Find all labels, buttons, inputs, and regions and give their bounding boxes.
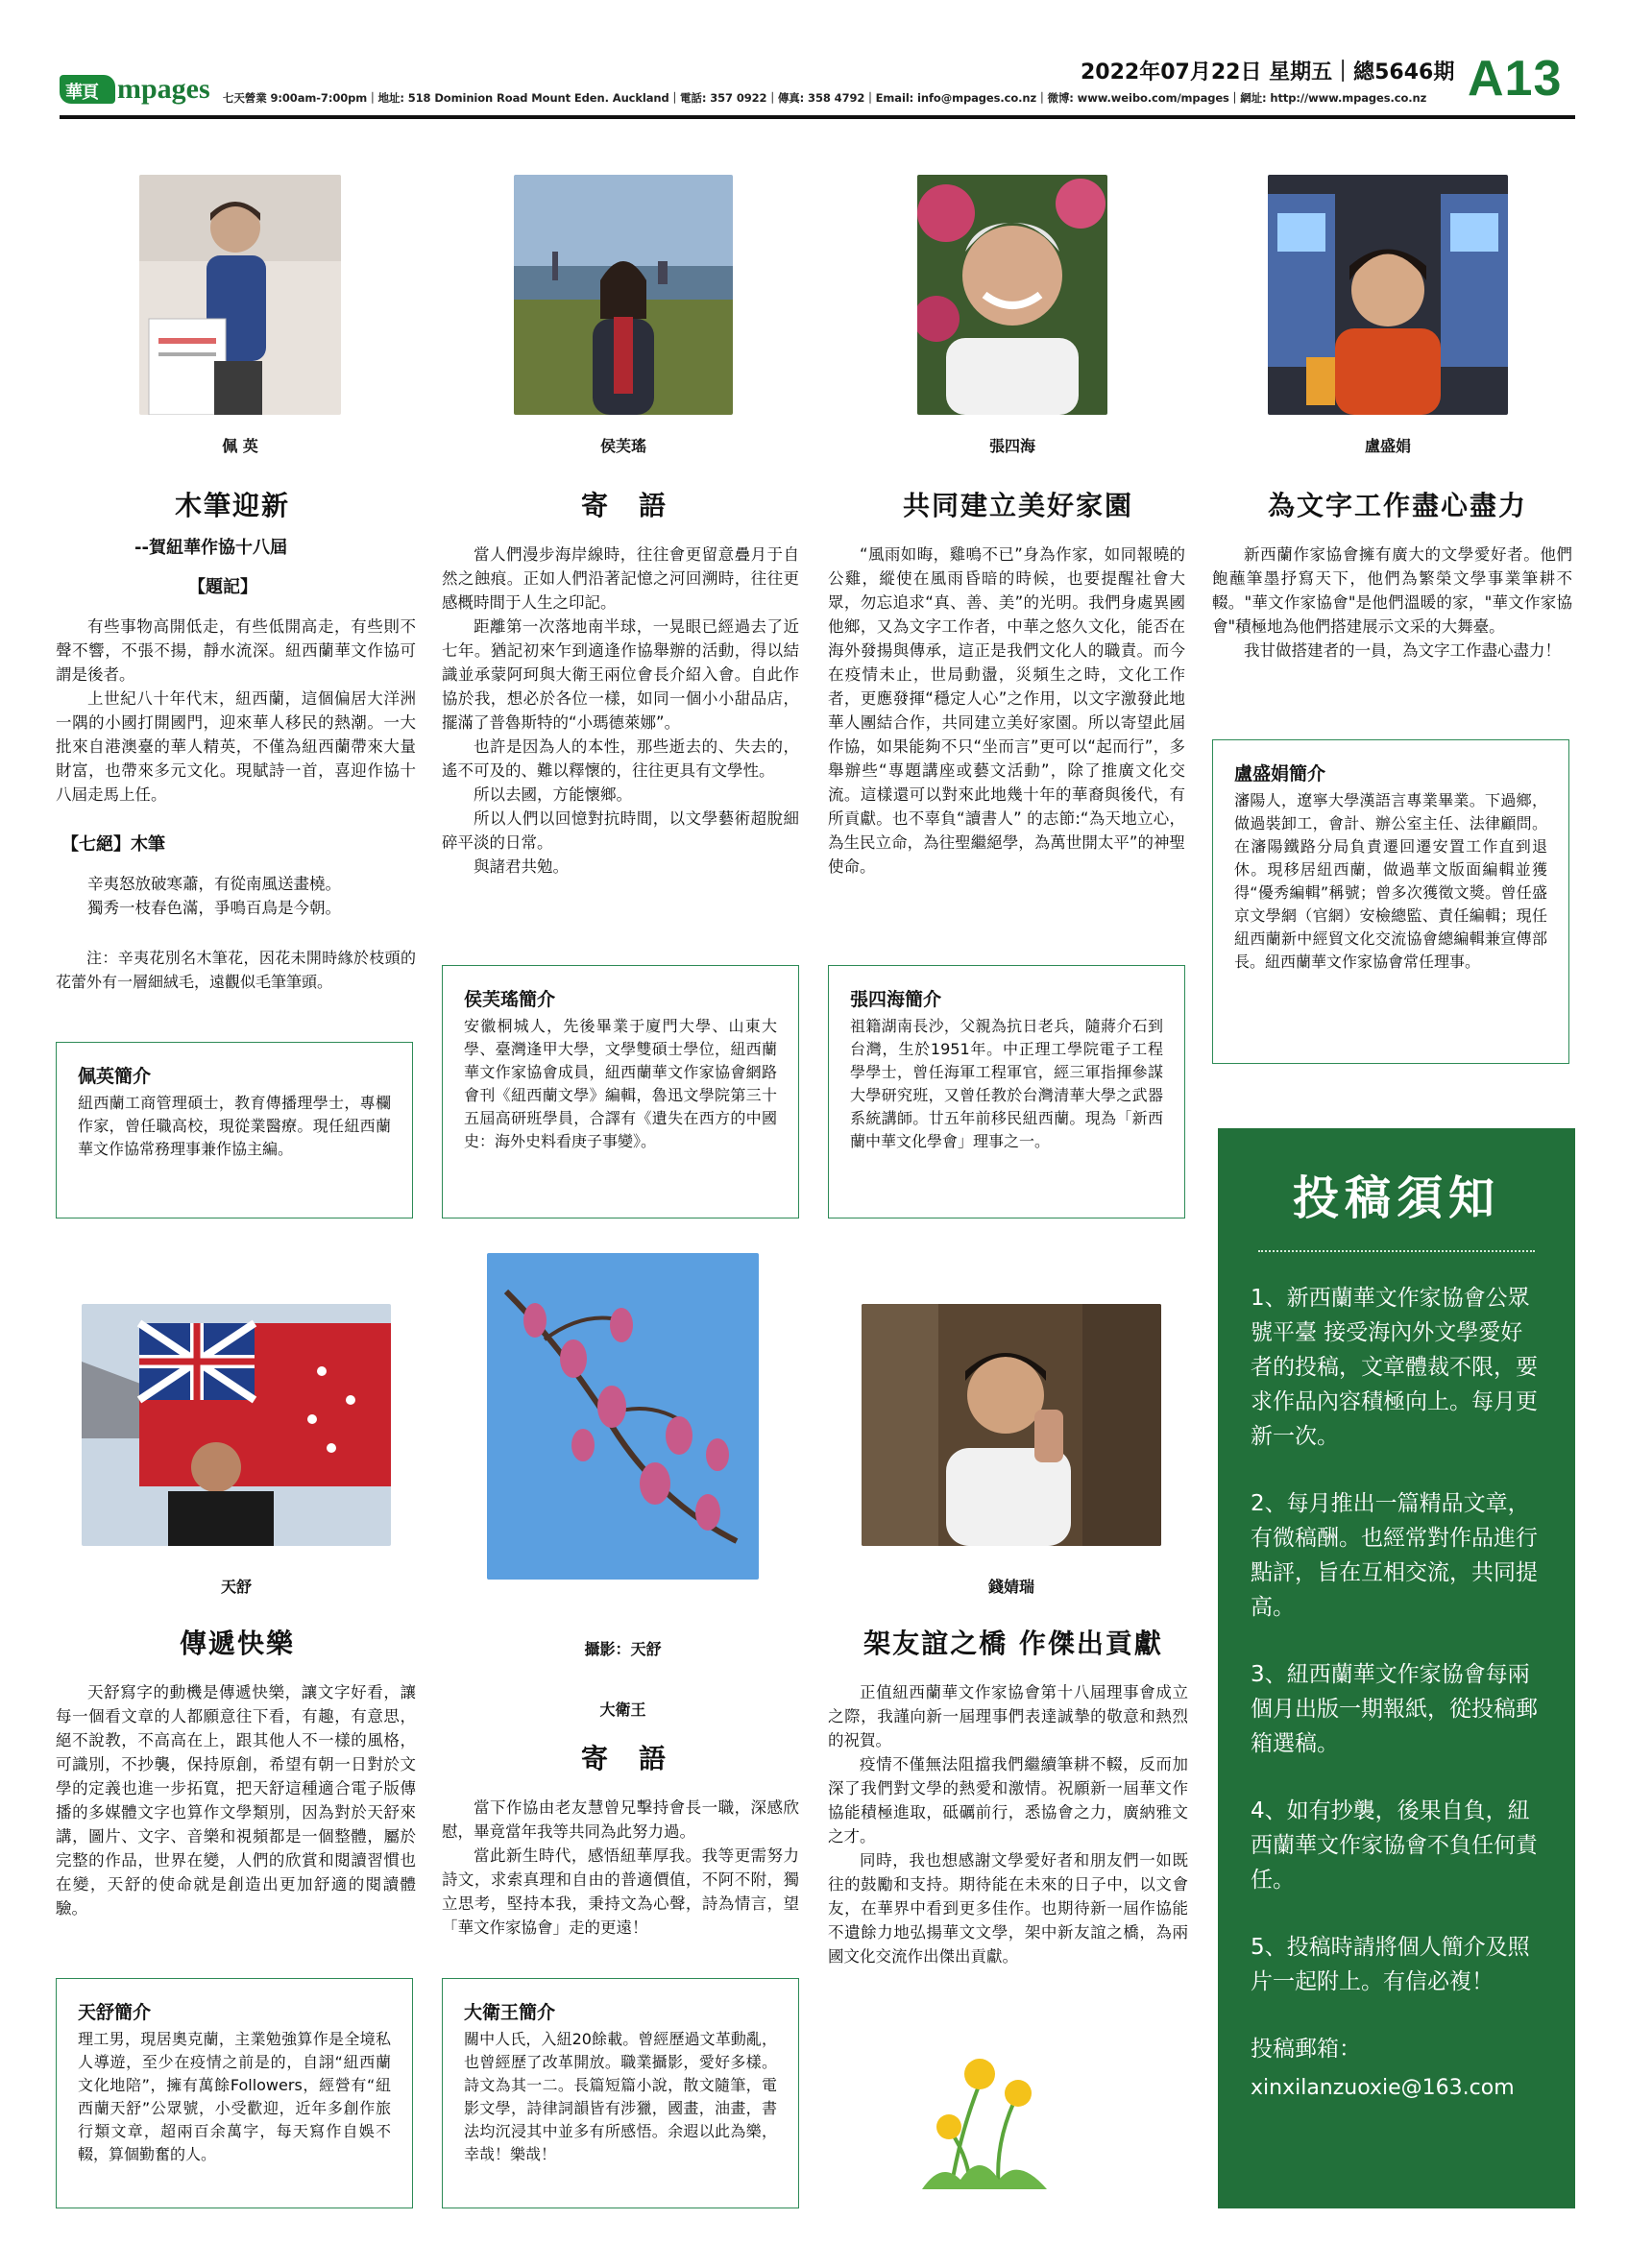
caption-lushengjuan: 盧盛娟 [1364,437,1411,455]
subtitle-peiying: --賀紐華作協十八屆 [134,538,287,558]
note-head-peiying: 【題記】 [188,577,257,597]
caption-zhangsihai: 張四海 [988,437,1035,455]
title-houfuyao: 寄 語 [580,490,668,521]
title-tianshu: 傳遞快樂 [179,1628,295,1659]
poem-head-peiying: 【七絕】木筆 [61,834,165,855]
portrait-lushengjuan [1268,175,1508,415]
portrait-peiying [139,175,341,415]
photo-tianshu-flag [82,1304,391,1546]
body-peiying: 有些事物高開低走，有些低開高走，有些則不聲不響，不張不揚，靜水流深。紐西蘭華文作協可謂是後者。 上世紀八十年代末，紐西蘭，這個偏居大洋洲一隅的小國打開國門，迎來華人移民的熱潮。一大批來自港澳臺的華人精英，不僅為紐西蘭帶來大量財富，也帶來多元文化。現賦詩一首，喜迎作協十八屆走馬上任。 [56,617,416,804]
caption-houfuyao: 侯芙瑤 [599,437,646,455]
portrait-zhangsihai [917,175,1107,415]
issue-date: 2022年07月22日 星期五｜總5646期 [1081,60,1455,84]
notice-item: 5、投稿時請將個人簡介及照片一起附上。有信必複！ [1251,1935,1530,1994]
note-peiying: 注：辛夷花別名木筆花，因花未開時緣於枝頭的花蕾外有一層細絨毛，遠觀似毛筆筆頭。 [56,949,416,991]
body-tianshu: 天舒寫字的動機是傳遞快樂，讓文字好看，讓每一個看文章的人都願意往下看，有趣，有意思，絕不說教，不高高在上，跟其他人不一樣的風格，可識別，不抄襲，保持原創，希望有朝一日對於文學的定義也進一步拓寬，把天舒這種適合電子版傳播的多媒體文字也算作文學類別，因為對於天舒來講，圖片、文字、音樂和視頻都是一個整體，屬於完整的作品，世界在變，人們的欣賞和閱讀習慣也在變，天舒的使命就是創造出更加舒適的閱讀體驗。 [56,1683,416,1918]
caption-peiying: 佩 英 [222,437,258,455]
title-qianjingrui: 架友誼之橋 作傑出貢獻 [863,1628,1163,1659]
bio-box-houfuyao: 侯芙瑤簡介 安徽桐城人，先後畢業于廈門大學、山東大學、臺灣逢甲大學，文學雙碩士學位，紐西蘭華文作家協會成員，紐西蘭華文作家協會網路會刊《紐西蘭文學》編輯，魯迅文學院第三十五屆高研班學員，合譯有《遺失在西方的中國史：海外史料看庚子事變》。 [442,965,799,1218]
body-zhangsihai: “風雨如晦，雞鳴不已”身為作家，如同報曉的公雞，縱使在風雨昏暗的時候，也要提醒社會大眾，勿忘追求“真、善、美”的光明。我們身處異國他鄉，又為文字工作者，中華之悠久文化，能否在海外發揚與傳承，這正是我們文化人的職責。而今在疫情未止，世局動盪，災頻生之時，文化工作者，更應發揮“穩定人心”之作用，以文字激發此地華人團結合作，共同建立美好家園。所以寄望此屆作協，如果能夠不只“坐而言”更可以“起而行”，多舉辦些“專題講座或藝文活動”，除了推廣文化交流。這樣還可以對來此地幾十年的華裔與後代，有所貢獻。也不辜負“讀書人” 的志節:“為天地立心，為生民立命，為往聖繼絕學，為萬世開太平”的神聖使命。 [828,545,1185,876]
bio-box-zhangsihai: 張四海簡介 祖籍湖南長沙，父親為抗日老兵，隨蔣介石到台灣，生於1951年。中正理工學院電子工程學學士，曾任海軍工程軍官，經三軍指揮參謀大學研究班，又曾任教於台灣清華大學之武器系統講師。廿五年前移民紐西蘭。現為「新西蘭中華文化學會」理事之一。 [828,965,1185,1218]
dandelion-decoration [912,2016,1057,2189]
header-contact-info: 七天營業 9:00am-7:00pm｜地址: 518 Dominion Road Mount Eden. Auckland｜電話: 357 0922｜傳真: 358 4792｜Email: info@mpages.co.nz｜微博: www.weibo.com/mpages｜網址: http://www.mpages.co.nz [223,91,1427,105]
notice-title: 投稿須知 [1292,1171,1500,1225]
notice-item: 1、新西蘭華文作家協會公眾號平臺 接受海內外文學愛好者的投稿，文章體裁不限，要求作品內容積極向上。每月更新一次。 [1251,1286,1538,1449]
title-lushengjuan: 為文字工作盡心盡力 [1267,490,1527,521]
body-daweiwang: 當下作協由老友慧曾兄擊持會長一職，深感欣慰，畢竟當年我等共同為此努力過。 當此新生時代，感悟紐華厚我。我等更需努力詩文，求索真理和自由的普適價值，不阿不附，獨立思考，堅持本我，秉持文為心聲，詩為情言，望「華文作家協會」走的更遠！ [442,1798,799,1937]
photo-magnolia [487,1253,759,1580]
photo-credit: 攝影：天舒 [584,1640,662,1658]
mpages-logo[interactable]: 華頁 mpages [60,67,213,111]
bio-box-peiying: 佩英簡介 紐西蘭工商管理碩士，教育傳播理學士，專欄作家，曾任職高校，現從業醫療。現任紐西蘭華文作協常務理事兼作協主編。 [56,1042,413,1218]
submission-email-link[interactable]: xinxilanzuoxie@163.com [1251,2076,1515,2100]
email-label: 投稿郵箱： [1251,2037,1361,2062]
notice-divider [1258,1250,1535,1252]
portrait-houfuyao [514,175,733,415]
caption-qianjingrui: 錢婧瑞 [987,1578,1034,1596]
submission-notice-panel [1218,1128,1575,2208]
title-peiying: 木筆迎新 [174,490,290,521]
bio-box-tianshu: 天舒簡介 理工男，現居奧克蘭，主業勉強算作是全境私人導遊，至少在疫情之前是的，自詡“紐西蘭文化地陪”，擁有萬餘Followers，經營有“紐西蘭天舒”公眾號，小受歡迎，近年多創作旅行類文章，超兩百余萬字，每天寫作自娛不輟，算個勤奮的人。 [56,1978,413,2208]
notice-item: 2、每月推出一篇精品文章，有微稿酬。也經常對作品進行點評，旨在互相交流，共同提高。 [1251,1491,1538,1620]
title-daweiwang: 寄 語 [580,1743,668,1774]
title-zhangsihai: 共同建立美好家園 [902,490,1133,521]
bio-box-daweiwang: 大衛王簡介 關中人氏，入紐20餘載。曾經歷過文革動亂，也曾經歷了改革開放。職業攝影，愛好多樣。詩文為其一二。長篇短篇小說，散文隨筆，電影文學，詩律詞韻皆有涉獵，國畫，油畫，書法均沉浸其中並多有所感悟。余遐以此為樂，幸哉！樂哉！ [442,1978,799,2208]
portrait-qianjingrui [862,1304,1161,1546]
notice-item: 4、如有抄襲，後果自負，紐西蘭華文作家協會不負任何責任。 [1251,1798,1538,1893]
body-houfuyao: 當人們漫步海岸線時，往往會更留意疊月于自然之蝕痕。正如人們沿著記憶之河回溯時，往往更感概時間于人生之印記。 距離第一次落地南半球，一晃眼已經過去了近七年。猶記初來乍到適逢作協舉辦的活動，得以結識並承蒙阿珂與大衛王兩位會長介紹入會。自此作協於我，想必於各位一樣，如同一個小小甜品店，擺滿了普魯斯特的“小瑪德萊娜”。 也許是因為人的本性，那些逝去的、失去的，遙不可及的、難以釋懷的，往往更具有文學性。 所以去國，方能懷鄉。 所以人們以回憶對抗時間，以文學藝術超脫細碎平淡的日常。 與諸君共勉。 [442,545,799,876]
body-qianjingrui: 正值紐西蘭華文作家協會第十八屆理事會成立之際，我謹向新一屆理事們表達誠摯的敬意和熱烈的祝賀。 疫情不僅無法阻擋我們繼續筆耕不輟，反而加深了我們對文學的熱愛和激情。祝願新一屆華文作協能積極進取，砥礪前行，悉協會之力，廣納雅文之才。 同時，我也想感謝文學愛好者和朋友們一如既往的鼓勵和支持。期待能在未來的日子中，以文會友，在華界中看到更多佳作。也期待新一屆作協能不遺餘力地弘揚華文文學，架中新友誼之橋，為兩國文化交流作出傑出貢獻。 [828,1683,1188,1966]
caption-tianshu: 天舒 [220,1578,252,1596]
poem-peiying: 辛夷怒放破寒蕭，有從南風送畫橈。 獨秀一枝春色滿，爭鳴百鳥是今朝。 [87,875,341,917]
body-lushengjuan: 新西蘭作家協會擁有廣大的文學愛好者。他們飽蘸筆墨抒寫天下，他們為繁榮文學事業筆耕不輟。"華文作家協會"是他們溫暖的家，"華文作家協會"積極地為他們搭建展示文采的大舞臺。 我甘做搭建者的一員，為文字工作盡心盡力！ [1212,545,1572,660]
bio-box-lushengjuan: 盧盛娟簡介 瀋陽人，遼寧大學漢語言專業畢業。下過鄉，做過裝卸工，會計、辦公室主任、法律顧問。在瀋陽鐵路分局負責遷回遷安置工作直到退休。現移居紐西蘭，做過華文版面編輯並獲得“優秀編輯”稱號；曾多次獲徵文獎。曾任盛京文學網（官網）安檢總監、責任編輯；現任紐西蘭新中經貿文化交流協會總編輯兼宣傳部長。紐西蘭華文作家協會常任理事。 [1212,739,1569,1064]
header-rule [60,115,1575,119]
notice-item: 3、紐西蘭華文作家協會每兩個月出版一期報紙，從投稿郵箱選稿。 [1251,1662,1538,1756]
page-number: A13 [1468,51,1563,107]
author-daweiwang: 大衛王 [599,1701,646,1719]
